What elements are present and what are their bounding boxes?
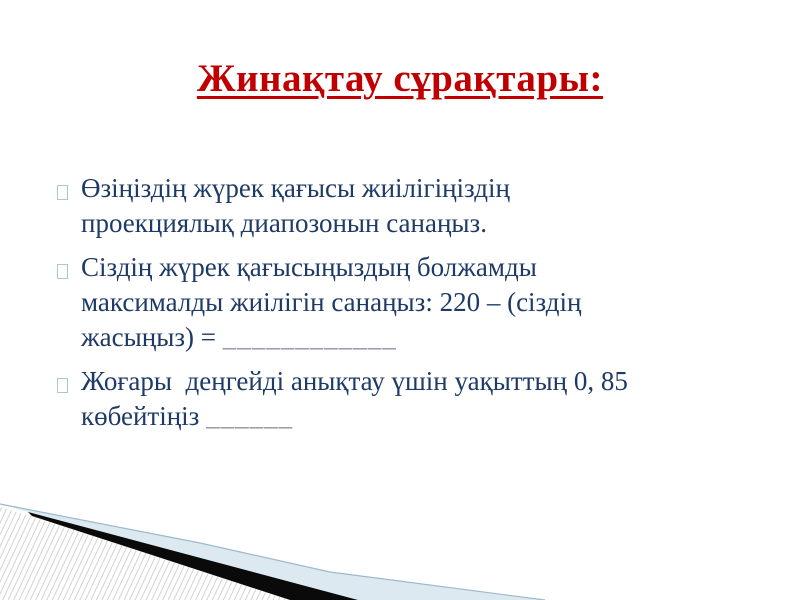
bullet-square-icon — [57, 264, 68, 279]
slide-title: Жинақтау сұрақтары: — [196, 57, 604, 100]
bullet-line — [81, 171, 766, 206]
bullet-line — [81, 285, 766, 320]
bullet-line — [81, 320, 766, 355]
bullet-line-text: Жоғары деңгейді анықтау үшін уақыттың 0, 85 — [81, 366, 628, 396]
bullet-item — [56, 250, 766, 355]
bullet-item — [56, 364, 766, 434]
bullet-line — [81, 364, 766, 399]
bullet-line-text: көбейтіңіз — [81, 401, 207, 431]
bullet-line — [81, 206, 766, 241]
corner-decoration — [0, 500, 800, 600]
bullet-lines — [81, 364, 766, 434]
bullet-square-icon — [57, 378, 68, 393]
bullet-line-text: Өзіңіздің жүрек қағысы жиілігіңіздің — [81, 173, 510, 203]
bullet-line — [81, 250, 766, 285]
bullet-lines — [81, 171, 766, 241]
blank-line: ____________ — [222, 322, 397, 352]
blank-line: ______ — [206, 401, 294, 431]
bullet-line-text: проекциялық диапозонын санаңыз. — [81, 208, 487, 238]
bullet-line — [81, 399, 766, 434]
bullet-line-text: жасыңыз) = — [81, 322, 223, 352]
bullet-line-text: Сіздің жүрек қағысыңыздың болжамды — [81, 252, 537, 282]
bullet-item — [56, 171, 766, 241]
bullet-lines — [81, 250, 766, 355]
bullet-square-icon — [57, 185, 68, 200]
body-text — [56, 171, 766, 443]
bullet-line-text: максималды жиілігін санаңыз: 220 – (сіздің — [81, 287, 582, 317]
